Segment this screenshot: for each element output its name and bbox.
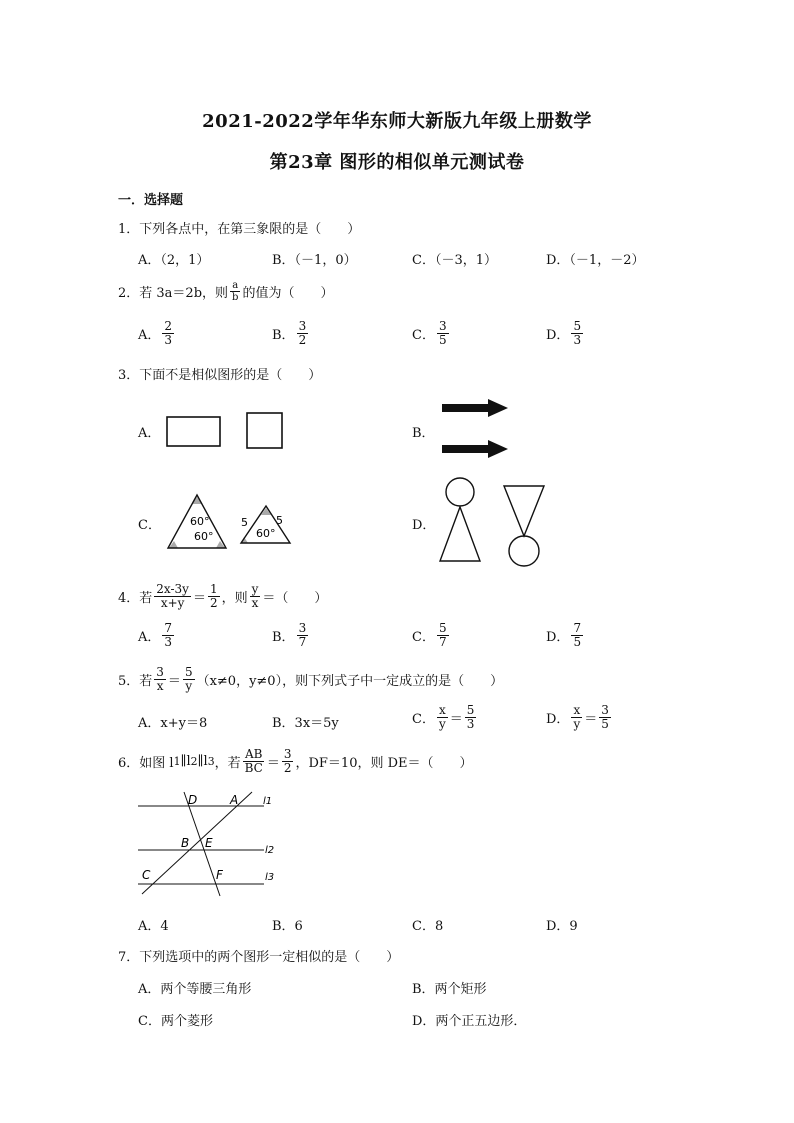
- q5-option-c[interactable]: [412, 704, 478, 731]
- q5-stem-prefix: 5．若: [118, 674, 153, 689]
- angle-label: 60°: [190, 515, 210, 528]
- q5-d-eq: ＝: [584, 712, 598, 727]
- short-arrow-icon: [442, 440, 508, 458]
- q1-option-a[interactable]: A．（2，1）: [138, 253, 210, 268]
- q3-option-c-label[interactable]: C．: [138, 518, 161, 533]
- question-7-stem: 7．下列选项中的两个图形一定相似的是（ ）: [118, 950, 400, 965]
- angle-label: 60°: [194, 530, 214, 543]
- q5-c-eq: ＝: [449, 712, 463, 727]
- q2-option-c-label: C．: [412, 328, 435, 343]
- question-1-stem: 1．下列各点中，在第三象限的是（ ）: [118, 222, 361, 237]
- q7-option-d[interactable]: D．两个正五边形．: [412, 1014, 527, 1029]
- q6-mid: ，若: [214, 756, 241, 771]
- q7-option-c[interactable]: C．两个菱形: [138, 1014, 213, 1029]
- page-subtitle: 第23章 图形的相似单元测试卷: [269, 152, 525, 173]
- q2-option-b-frac: [297, 320, 309, 347]
- q4-b-num: 3: [298, 621, 307, 635]
- q4-option-b-label: B．: [272, 630, 295, 645]
- q6-f2-num: 3: [283, 747, 292, 761]
- q6-par-2: ∥l: [197, 754, 208, 769]
- q6-fraction-1: [243, 748, 265, 775]
- q3-option-d-label[interactable]: D．: [412, 518, 436, 533]
- q5-equals: ＝: [167, 674, 181, 689]
- q6-option-a[interactable]: A．4: [138, 919, 169, 934]
- q5-c-num2: 5: [466, 703, 475, 717]
- q4-option-c[interactable]: [412, 622, 451, 649]
- q4-f1-den: x+y: [160, 596, 185, 610]
- q5-f2-den: y: [185, 679, 193, 693]
- q5-d-num2: 3: [601, 703, 609, 717]
- q5-c-den1: y: [438, 717, 446, 731]
- section-title: 一．选择题: [118, 193, 184, 208]
- q4-f2-den: 2: [209, 596, 218, 610]
- q4-d-den: 5: [573, 635, 582, 649]
- rectangle-shape: [167, 417, 220, 446]
- q4-option-a[interactable]: [138, 622, 176, 649]
- q5-f1-num: 3: [156, 665, 164, 679]
- q4-f2-num: 1: [209, 582, 218, 596]
- q2-option-c-frac: [437, 320, 449, 347]
- q6-fraction-2: [282, 748, 294, 775]
- q2-option-b[interactable]: [272, 320, 310, 347]
- q4-equals: ＝: [192, 591, 206, 606]
- q4-d-num: 7: [573, 621, 582, 635]
- q6-f2-den: 2: [283, 761, 292, 775]
- q1-option-c[interactable]: C．（－3，1）: [412, 253, 497, 268]
- q5-option-c-label: C．: [412, 712, 435, 727]
- q2-option-a-label: A．: [138, 328, 161, 343]
- circle-shape: [509, 536, 539, 566]
- q4-fraction-2: [208, 583, 220, 610]
- q2-option-d-label: D．: [546, 328, 570, 343]
- q4-option-a-frac: [162, 622, 174, 649]
- inverted-triangle-shape: [504, 486, 544, 536]
- q5-option-a[interactable]: A．x+y＝8: [138, 716, 208, 731]
- q2-option-d[interactable]: [546, 320, 585, 347]
- point-b-label: B: [181, 836, 190, 850]
- q6-par-1: ∥l: [180, 754, 191, 769]
- question-6-stem: [118, 748, 473, 775]
- q2-a-num: 2: [164, 319, 173, 333]
- q4-stem-suffix: ＝（ ）: [262, 591, 328, 606]
- q4-fraction-1: [154, 583, 191, 610]
- q5-c-den2: 3: [466, 717, 475, 731]
- q4-f3-num: y: [251, 582, 259, 596]
- page-title: 2021-2022学年华东师大新版九年级上册数学: [202, 111, 592, 132]
- q2-a-den: 3: [164, 333, 173, 347]
- q2-stem-suffix: 的值为（ ）: [242, 286, 334, 301]
- q6-stem-suffix: ，DF＝10，则 DE＝（ ）: [295, 756, 473, 771]
- side-label: 5: [276, 514, 283, 527]
- q3-option-b-label[interactable]: B．: [412, 426, 435, 441]
- line-l2-label: l2: [265, 845, 275, 856]
- side-label: 5: [241, 516, 248, 529]
- q6-f1-num: AB: [244, 747, 263, 761]
- question-5-stem: [118, 666, 503, 693]
- q3-figure-b: [440, 398, 512, 462]
- q2-option-a[interactable]: [138, 320, 176, 347]
- q5-c-frac1: [437, 704, 448, 731]
- q2-option-a-frac: [162, 320, 174, 347]
- q5-option-d-label: D．: [546, 712, 570, 727]
- circle-shape: [446, 478, 474, 506]
- long-arrow-icon: [442, 399, 508, 417]
- point-d-label: D: [188, 793, 198, 807]
- q7-option-a[interactable]: A．两个等腰三角形: [138, 982, 252, 997]
- q2-option-b-label: B．: [272, 328, 295, 343]
- q5-d-den2: 5: [601, 717, 609, 731]
- q5-fraction-2: [183, 666, 195, 693]
- q5-d-num1: x: [573, 703, 581, 717]
- q5-f1-den: x: [156, 679, 164, 693]
- q6-sub-2: 2: [190, 755, 198, 768]
- q6-option-c[interactable]: C．8: [412, 919, 444, 934]
- point-c-label: C: [142, 868, 151, 882]
- q5-f2-num: 5: [184, 665, 193, 679]
- q4-f3-den: x: [251, 596, 259, 610]
- q6-f1-den: BC: [244, 761, 263, 775]
- q6-parallel-lines-figure: [136, 790, 282, 900]
- q2-fraction: [230, 280, 240, 303]
- q5-option-d[interactable]: [546, 704, 613, 731]
- q2-frac-den: b: [232, 292, 239, 303]
- q4-option-b[interactable]: [272, 622, 310, 649]
- transversal-ac: [142, 792, 252, 894]
- q2-d-num: 5: [573, 319, 582, 333]
- q2-frac-num: a: [232, 280, 239, 291]
- q5-condition: （x≠0，y≠0），则下列式子中一定成立的是（ ）: [196, 674, 504, 689]
- q1-option-b[interactable]: B．（－1，0）: [272, 253, 357, 268]
- q6-sub-1: 1: [173, 755, 181, 768]
- triangle-shape: [440, 507, 480, 561]
- q4-fraction-3: [250, 583, 261, 610]
- q4-option-a-label: A．: [138, 630, 161, 645]
- point-f-label: F: [216, 868, 223, 882]
- q7-option-b[interactable]: B．两个矩形: [412, 982, 487, 997]
- q4-stem-prefix: 4．若: [118, 591, 153, 606]
- q4-option-c-label: C．: [412, 630, 435, 645]
- q4-option-d-label: D．: [546, 630, 570, 645]
- q4-a-den: 3: [164, 635, 173, 649]
- q6-option-d[interactable]: D．9: [546, 919, 578, 934]
- q4-b-den: 7: [298, 635, 307, 649]
- q5-fraction-1: [154, 666, 166, 693]
- q4-option-c-frac: [437, 622, 449, 649]
- question-4-stem: [118, 583, 327, 610]
- q4-f1-num: 2x-3y: [156, 582, 189, 596]
- q2-b-den: 2: [298, 333, 307, 347]
- q4-option-d[interactable]: [546, 622, 585, 649]
- point-e-label: E: [205, 836, 213, 850]
- q4-c-den: 7: [438, 635, 447, 649]
- q2-b-num: 3: [298, 319, 307, 333]
- q4-c-num: 5: [438, 621, 447, 635]
- q3-figure-a: [160, 408, 290, 452]
- line-l1-label: l1: [263, 796, 273, 807]
- q4-option-b-frac: [297, 622, 309, 649]
- q2-c-den: 5: [438, 333, 447, 347]
- q3-option-a-label[interactable]: A．: [138, 426, 161, 441]
- line-l3-label: l3: [265, 872, 275, 883]
- question-2-stem: [118, 280, 333, 303]
- q2-c-num: 3: [438, 319, 447, 333]
- q5-c-frac2: [465, 704, 477, 731]
- q3-figure-d: [436, 476, 548, 571]
- transversal-df: [184, 792, 220, 896]
- q4-option-d-frac: [571, 622, 583, 649]
- q2-option-c[interactable]: [412, 320, 451, 347]
- q6-sub-3: 3: [207, 755, 215, 768]
- q5-d-frac1: [571, 704, 582, 731]
- angle-label: 60°: [256, 527, 276, 540]
- point-a-label: A: [230, 793, 239, 807]
- q6-option-b[interactable]: B．6: [272, 919, 303, 934]
- q6-stem-prefix: 6．如图 l: [118, 756, 174, 771]
- q1-option-d[interactable]: D．（－1，－2）: [546, 253, 645, 268]
- q5-d-frac2: [599, 704, 611, 731]
- q5-c-num1: x: [438, 703, 446, 717]
- q5-d-den1: y: [573, 717, 581, 731]
- q4-a-num: 7: [164, 621, 173, 635]
- q4-mid: ，则: [221, 591, 248, 606]
- q3-figure-c: [164, 490, 294, 552]
- q2-stem-prefix: 2．若 3a＝2b，则: [118, 286, 229, 301]
- question-3-stem: 3．下面不是相似图形的是（ ）: [118, 368, 322, 383]
- q5-option-b[interactable]: B．3x＝5y: [272, 716, 339, 731]
- square-shape: [247, 413, 282, 448]
- q6-equals: ＝: [266, 756, 280, 771]
- q2-option-d-frac: [571, 320, 583, 347]
- q2-d-den: 3: [573, 333, 582, 347]
